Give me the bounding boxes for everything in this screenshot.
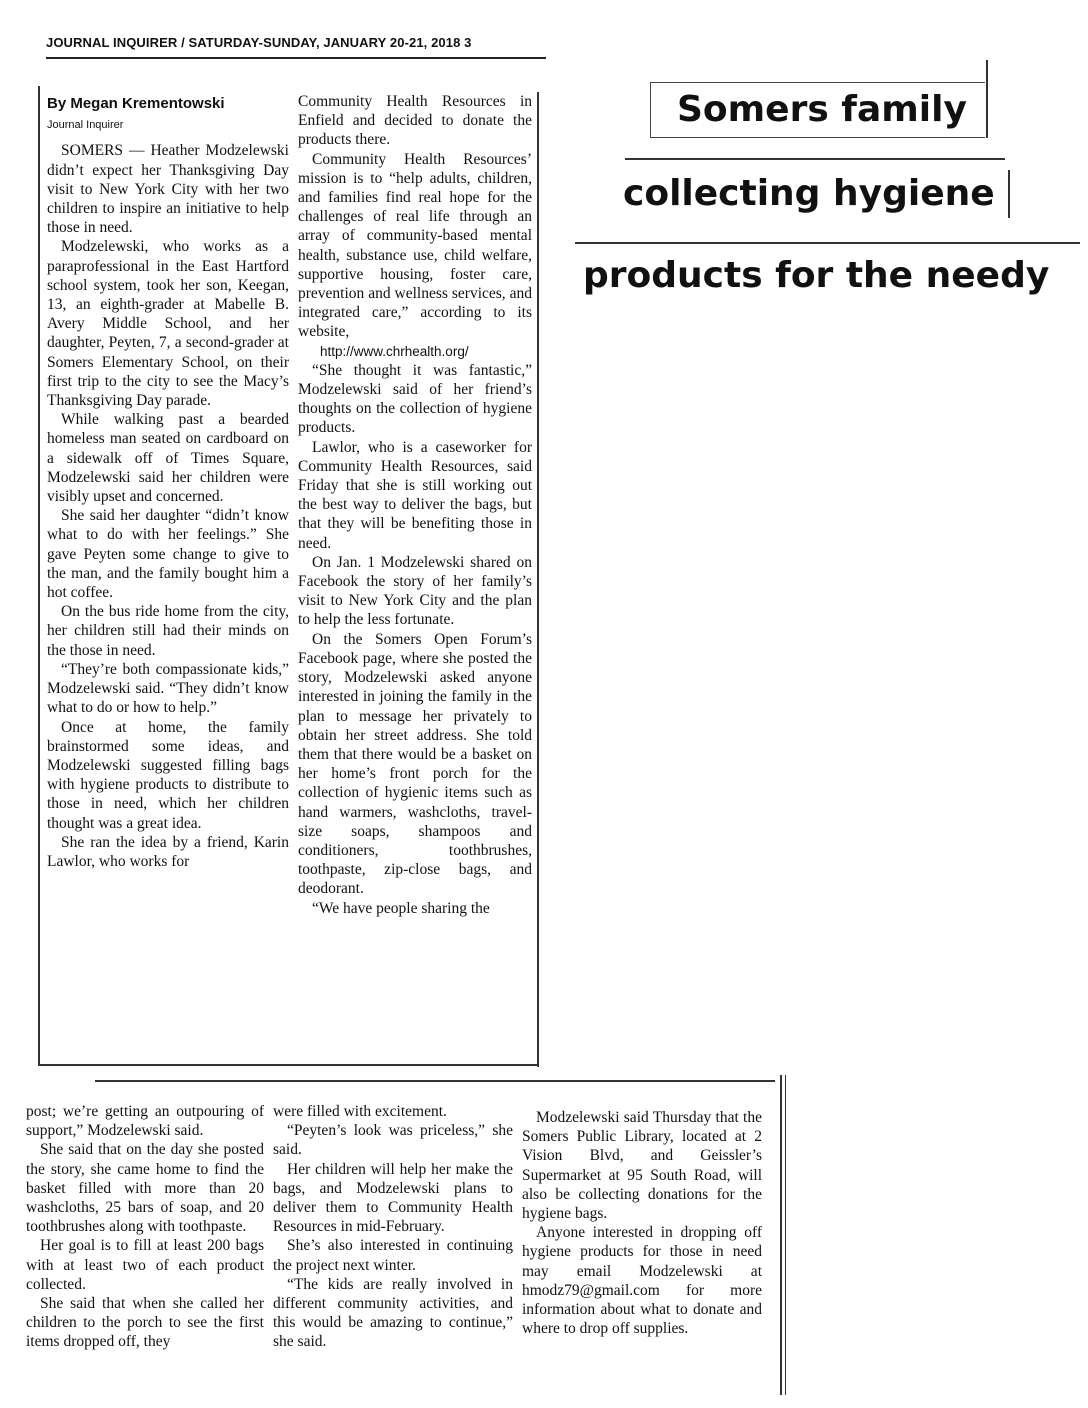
masthead: JOURNAL INQUIRER / SATURDAY-SUNDAY, JANUARY 20-21, 2018 3 xyxy=(46,34,546,59)
paragraph: were filled with excitement. xyxy=(273,1103,447,1120)
paragraph: “We have people sharing the xyxy=(312,899,490,917)
headline-line-3: products for the needy xyxy=(583,255,1050,296)
paragraph: She said that on the day she posted the story, she came home to find the basket filled with more than 20 washcloths, 25 bars of soap, and 20 toothbrushes along with toothpaste. xyxy=(26,1141,264,1236)
paragraph: “She thought it was fantastic,” Modzelewski said of her friend’s thoughts on the collection of hygiene products. xyxy=(298,361,532,437)
paragraph: Community Health Resources’ mission is to “help adults, children, and families find real hope for the challenges of real life through an array of community-based mental health, substance use, child welfare, supportive housing, foster care, prevention and wellness services, and integrated care,” according to its website, xyxy=(298,150,532,341)
headline-rule xyxy=(575,242,1080,244)
byline: By Megan Krementowski xyxy=(47,95,225,112)
column-rule xyxy=(38,86,40,1066)
byline-affiliation: Journal Inquirer xyxy=(47,119,124,132)
paragraph: Modzelewski said Thursday that the Somers Public Library, located at 2 Vision Blvd, and Geissler’s Supermarket at 95 South Road, will also be collecting donations for the hygiene bags. xyxy=(522,1109,762,1223)
column-rule xyxy=(785,1075,786,1395)
paragraph: She ran the idea by a friend, Karin Lawlor, who works for xyxy=(47,833,289,870)
article-column-3 xyxy=(26,1102,264,1392)
website-link[interactable]: http://www.chrhealth.org/ xyxy=(320,343,469,359)
paragraph: While walking past a bearded homeless man seated on cardboard on a sidewalk off of Times Square, Modzelewski said her children were visibly upset and concerned. xyxy=(47,411,289,506)
paragraph: Lawlor, who is a caseworker for Community Health Resources, said Friday that she is still working out the best way to deliver the bags, but that they will be benefiting those in need. xyxy=(298,438,532,552)
article-column-4 xyxy=(273,1102,513,1392)
headline-rule xyxy=(625,158,1005,160)
column-rule xyxy=(780,1075,782,1395)
paragraph: Community Health Resources in Enfield and decided to donate the products there. xyxy=(298,93,532,149)
paragraph: Anyone interested in dropping off hygiene products for those in need may email Modzelewski at hmodz79@gmail.com for more information about what to donate and where to drop off supplies. xyxy=(522,1224,762,1338)
paragraph: “Peyten’s look was priceless,” she said. xyxy=(273,1122,513,1159)
headline-rule xyxy=(986,60,988,138)
headline-line-1: Somers family xyxy=(677,89,967,130)
paragraph: SOMERS — Heather Modzelewski didn’t expect her Thanksgiving Day visit to New York City with her two children to inspire an initiative to help those in need. xyxy=(47,142,289,237)
paragraph: “They’re both compassionate kids,” Modzelewski said. “They didn’t know what to do or how to help.” xyxy=(47,660,289,717)
paragraph: On the Somers Open Forum’s Facebook page, where she posted the story, Modzelewski asked anyone interested in joining the family in the plan to message her privately to obtain her street address. She told them that there would be a basket on her home’s front porch for the collection of hygienic items such as hand warmers, washcloths, travel-size soaps, shampoos and conditioners, toothbrushes, toothpaste, zip-close bags, and deodorant. xyxy=(298,630,532,898)
paragraph: “The kids are really involved in different community activities, and this would be amazing to continue,” she said. xyxy=(273,1275,513,1351)
paragraph: Modzelewski, who works as a paraprofessional in the East Hartford school system, took her son, Keegan, 13, an eighth-grader at Mabelle B. Avery Middle School, and her daughter, Peyten, 7, a second-grader at Somers Elementary School, on their first trip to the city to see the Macy’s Thanksgiving Day parade. xyxy=(47,238,289,410)
section-rule xyxy=(38,1064,538,1066)
article-column-2 xyxy=(298,92,532,1057)
paragraph: Her children will help her make the bags, and Modzelewski plans to deliver them to Community Health Resources in mid-February. xyxy=(273,1160,513,1236)
paragraph: She said that when she called her children to the porch to see the first items dropped off, they xyxy=(26,1295,264,1351)
paragraph: post; we’re getting an outpouring of support,” Modzelewski said. xyxy=(26,1103,264,1140)
article-column-1 xyxy=(47,92,289,1057)
paragraph: On Jan. 1 Modzelewski shared on Facebook the story of her family’s visit to New York City and the plan to help the less fortunate. xyxy=(298,553,532,629)
column-rule xyxy=(537,92,539,1067)
paragraph: She’s also interested in continuing the project next winter. xyxy=(273,1237,513,1274)
article-column-5 xyxy=(522,1108,762,1393)
section-rule xyxy=(95,1080,775,1082)
paragraph: Her goal is to fill at least 200 bags with at least two of each product collected. xyxy=(26,1237,264,1293)
paragraph: Once at home, the family brainstormed some ideas, and Modzelewski suggested filling bags with hygiene products to distribute to those in need, which her children thought was a great idea. xyxy=(47,718,289,832)
headline-line-2: collecting hygiene xyxy=(623,173,995,214)
headline-rule xyxy=(1008,170,1010,218)
paragraph: She said her daughter “didn’t know what to do with her feelings.” She gave Peyten some change to give to the man, and the family bought him a hot coffee. xyxy=(47,507,289,602)
paragraph: On the bus ride home from the city, her children still had their minds on the those in need. xyxy=(47,603,289,659)
